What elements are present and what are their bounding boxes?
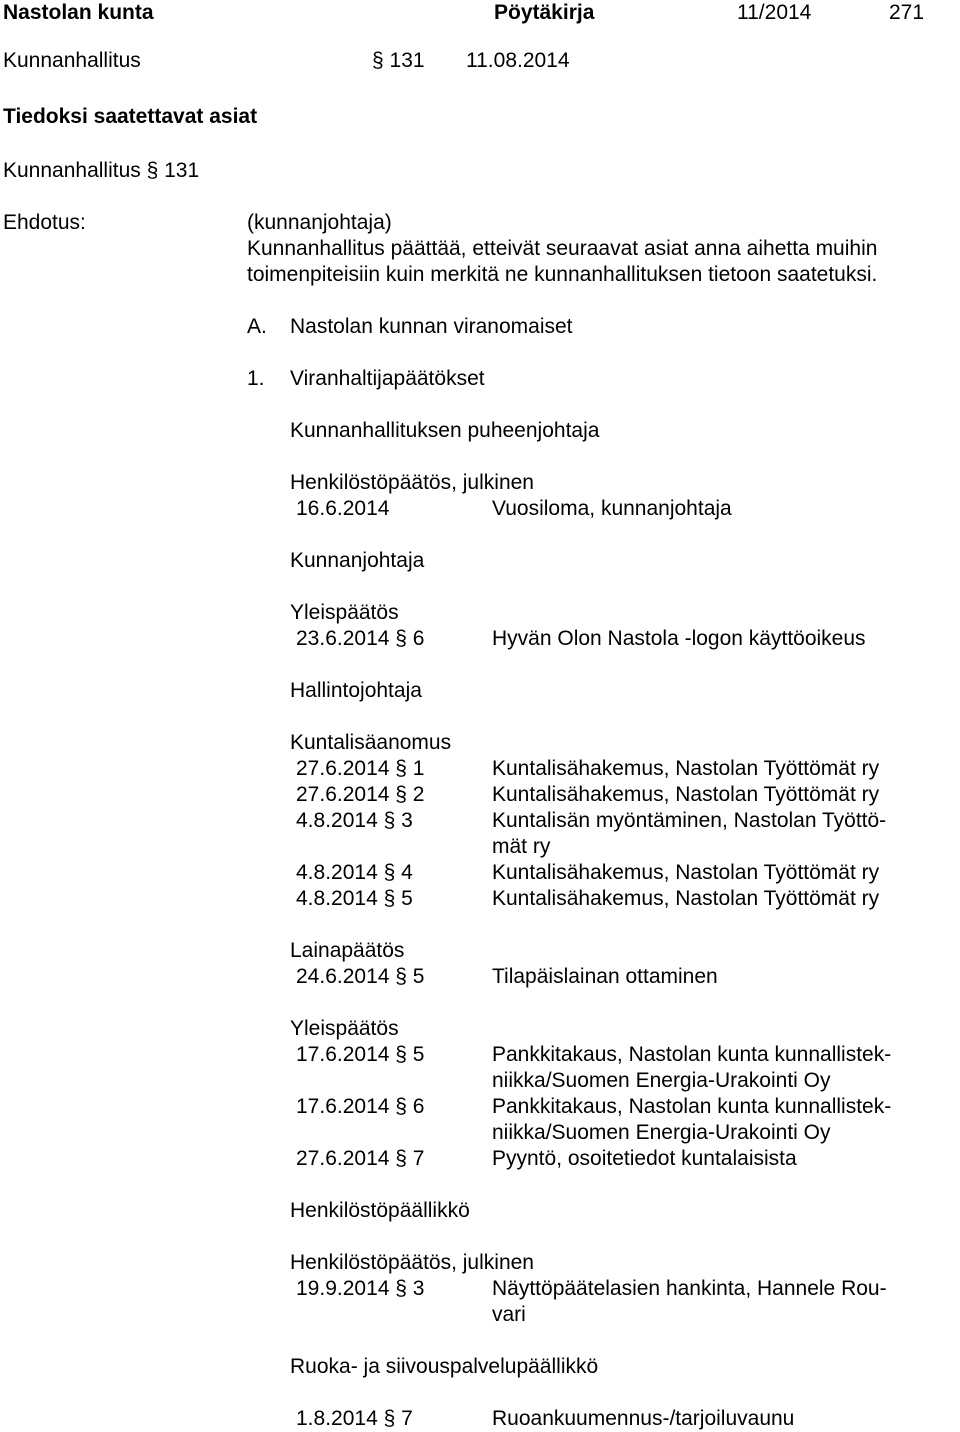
meeting-body: Kunnanhallitus [3,49,141,72]
decision-date: 27.6.2014 § 1 [296,757,425,780]
proposal-text-line-2: toimenpiteisiin kuin merkitä ne kunnanhallituksen tietoon saatetuksi. [247,263,878,286]
municipality-name: Nastolan kunta [3,1,154,24]
decision-date: 27.6.2014 § 7 [296,1147,425,1170]
official-title: Ruoka- ja siivouspalvelupäällikkö [290,1355,599,1378]
part-a-title: Nastolan kunnan viranomaiset [290,315,573,338]
decision-subject: Vuosiloma, kunnanjohtaja [492,497,732,520]
decision-subject: Kuntalisähakemus, Nastolan Työttömät ry [492,783,880,806]
decision-type: Henkilöstöpäätös, julkinen [290,1251,534,1274]
decision-subject: Kuntalisähakemus, Nastolan Työttömät ry [492,757,880,780]
decision-subject: Hyvän Olon Nastola -logon käyttöoikeus [492,627,866,650]
section-number: § 131 [372,49,425,72]
page-number: 271 [889,1,925,24]
decision-date: 4.8.2014 § 5 [296,887,413,910]
decision-date: 1.8.2014 § 7 [296,1407,413,1430]
decision-date: 16.6.2014 [296,497,390,520]
decision-subject-continued: niikka/Suomen Energia-Urakointi Oy [492,1069,831,1092]
decision-date: 4.8.2014 § 3 [296,809,413,832]
part-1-title: Viranhaltijapäätökset [290,367,485,390]
decision-type: Yleispäätös [290,601,399,624]
decision-date: 23.6.2014 § 6 [296,627,425,650]
official-title: Henkilöstöpäällikkö [290,1199,470,1222]
decision-subject-continued: niikka/Suomen Energia-Urakointi Oy [492,1121,831,1144]
decision-subject-continued: mät ry [492,835,551,858]
decision-subject: Pankkitakaus, Nastolan kunta kunnallistek- [492,1043,892,1066]
decision-date: 19.9.2014 § 3 [296,1277,425,1300]
proposal-label: Ehdotus: [3,211,86,234]
decision-type: Lainapäätös [290,939,405,962]
decision-type: Kuntalisäanomus [290,731,452,754]
decision-subject: Kuntalisähakemus, Nastolan Työttömät ry [492,861,880,884]
decision-type: Henkilöstöpäätös, julkinen [290,471,534,494]
page-title: Tiedoksi saatettavat asiat [3,105,258,128]
decision-subject-continued: vari [492,1303,526,1326]
decision-subject: Pankkitakaus, Nastolan kunta kunnallistek- [492,1095,892,1118]
decision-date: 24.6.2014 § 5 [296,965,425,988]
decision-subject: Kuntalisän myöntäminen, Nastolan Työttö- [492,809,887,832]
part-a-letter: A. [247,315,267,338]
official-title: Kunnanhallituksen puheenjohtaja [290,419,600,442]
proposal-author: (kunnanjohtaja) [247,211,392,234]
decision-subject: Kuntalisähakemus, Nastolan Työttömät ry [492,887,880,910]
proposal-text-line-1: Kunnanhallitus päättää, etteivät seuraavat asiat anna aihetta muihin [247,237,878,260]
decision-subject: Tilapäislainan ottaminen [492,965,718,988]
decision-subject: Pyyntö, osoitetiedot kuntalaisista [492,1147,797,1170]
decision-date: 4.8.2014 § 4 [296,861,413,884]
part-1-number: 1. [247,367,265,390]
decision-subject: Näyttöpäätelasien hankinta, Hannele Rou- [492,1277,887,1300]
decision-subject: Ruoankuumennus-/tarjoiluvaunu [492,1407,795,1430]
decision-date: 27.6.2014 § 2 [296,783,425,806]
decision-type: Yleispäätös [290,1017,399,1040]
meeting-date: 11.08.2014 [466,49,570,72]
official-title: Kunnanjohtaja [290,549,425,572]
document-type: Pöytäkirja [494,1,595,24]
decision-date: 17.6.2014 § 5 [296,1043,425,1066]
official-title: Hallintojohtaja [290,679,422,702]
document-number: 11/2014 [737,1,812,24]
decision-date: 17.6.2014 § 6 [296,1095,425,1118]
section-reference: Kunnanhallitus § 131 [3,159,200,182]
